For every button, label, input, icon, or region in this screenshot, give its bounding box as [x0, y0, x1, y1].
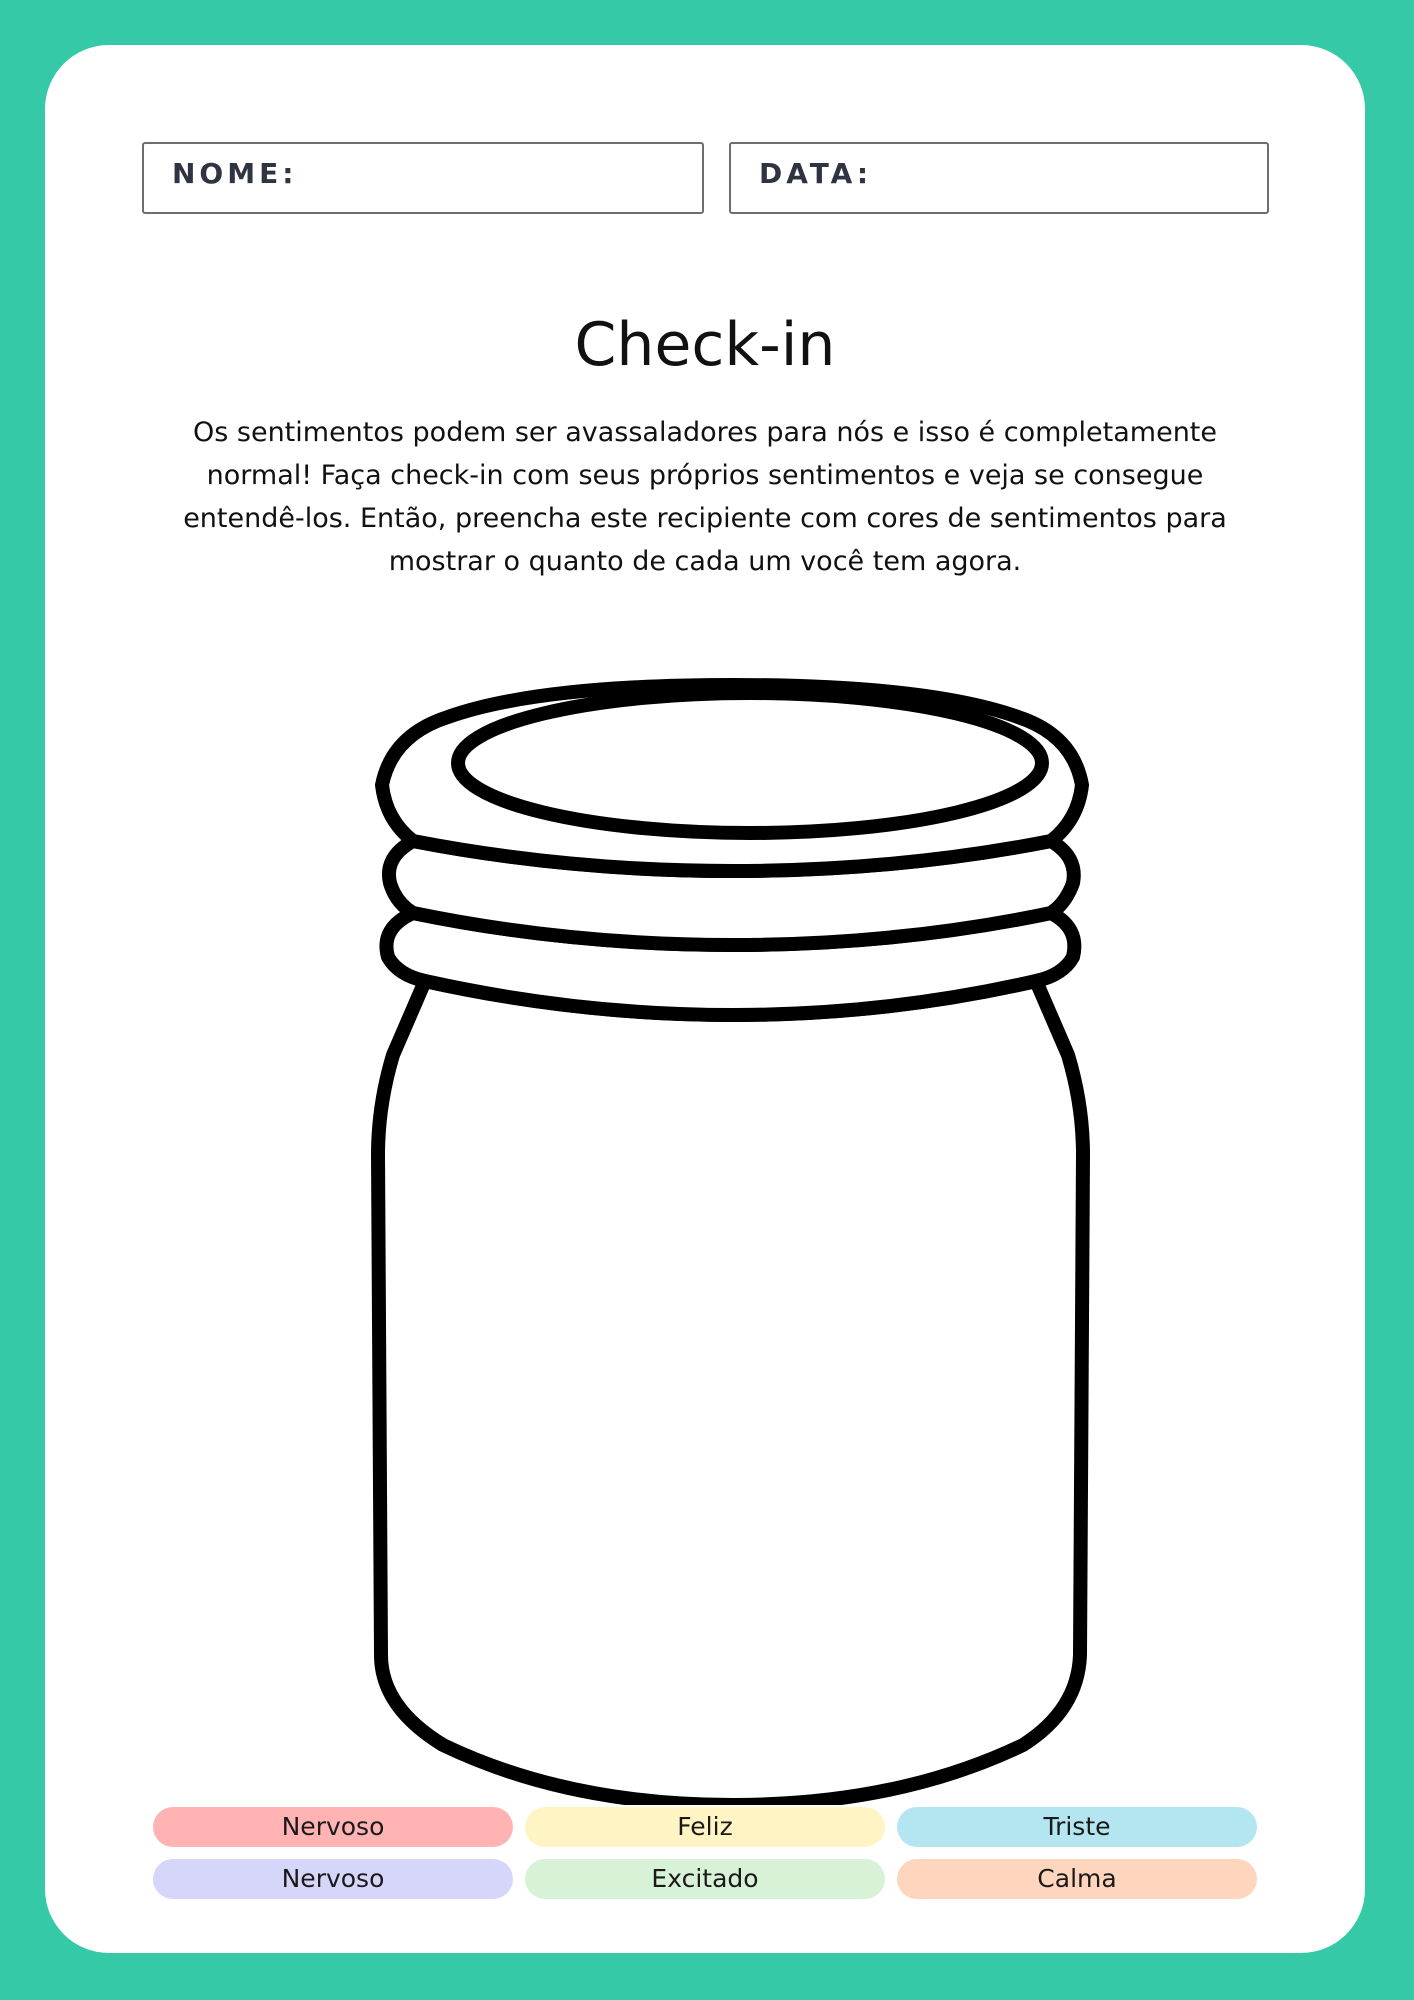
emotion-chip-calma: Calma [897, 1859, 1257, 1899]
jar-illustration [368, 635, 1102, 1805]
name-label: NOME: [172, 157, 298, 190]
emotion-chip-excitado: Excitado [525, 1859, 885, 1899]
intro-text: Os sentimentos podem ser avassaladores para nós e isso é completamente normal! Faça check-in com seus próprios sentimentos e veja se consegue entendê-los. Então, preencha este recipiente com cores de sentimentos para mostrar o quanto de cada um você tem agora. [183, 417, 1227, 577]
emotion-chip-nervoso: Nervoso [153, 1807, 513, 1847]
jar-body [378, 981, 1083, 1805]
date-field[interactable] [729, 142, 1269, 214]
emotion-chip-feliz: Feliz [525, 1807, 885, 1847]
name-field[interactable] [142, 142, 704, 214]
emotion-chip-triste: Triste [897, 1807, 1257, 1847]
date-label: DATA: [759, 157, 873, 190]
emotion-chip-nervoso-2: Nervoso [153, 1859, 513, 1899]
page-title: Check-in [574, 310, 836, 380]
emotion-legend [153, 1807, 1257, 1899]
worksheet-card [45, 45, 1365, 1953]
jar-lid-opening [458, 693, 1042, 833]
